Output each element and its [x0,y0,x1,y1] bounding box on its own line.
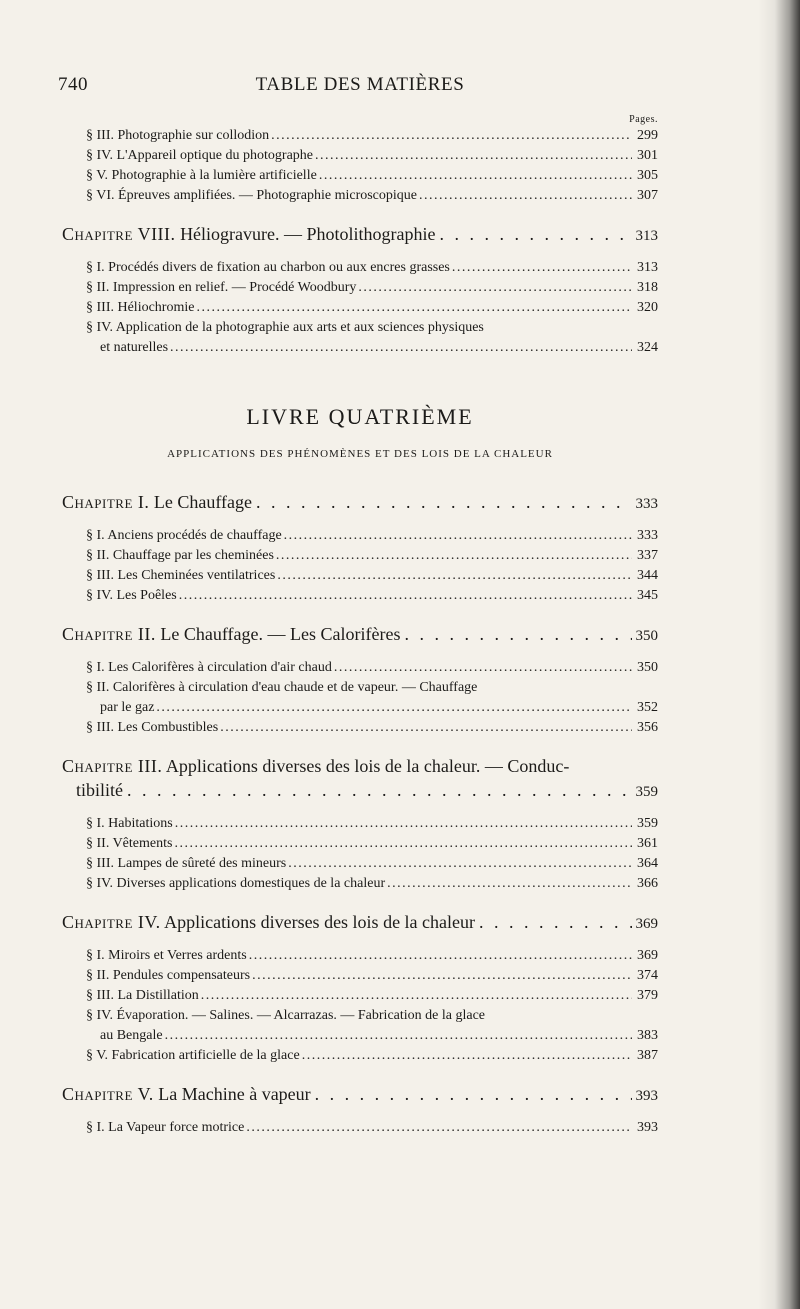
page-number: 740 [58,74,88,95]
toc-entry: § II. Pendules compensateurs . . . 374 [62,966,658,986]
toc-entry: § I. Habitations . . . 359 [62,814,658,834]
running-head [58,74,658,104]
chapter-heading: Chapitre VIII. Héliogravure. — Photolithographie . . . 313 [62,222,658,248]
toc-entry: § III. Héliochromie . . . 320 [62,298,658,318]
toc-entry-continuation: et naturelles . . . 324 [62,338,658,358]
toc-entry: § III. Les Combustibles . . . 356 [62,718,658,738]
toc-entry: § III. La Distillation . . . 379 [62,986,658,1006]
toc-entry: § V. Photographie à la lumière artificielle . . . 305 [62,166,658,186]
chapter-heading-continuation: tibilité . . . 359 [62,778,658,804]
toc-page [58,74,658,1138]
toc-entry: § V. Fabrication artificielle de la glace . . . 387 [62,1046,658,1066]
toc-entry: § I. Miroirs et Verres ardents . . . 369 [62,946,658,966]
toc-entry: § III. Lampes de sûreté des mineurs . . . 364 [62,854,658,874]
toc-entry: § IV. Les Poêles . . . 345 [62,586,658,606]
toc-entry: § II. Calorifères à circulation d'eau chaude et de vapeur. — Chauffage [86,680,478,695]
chapter-heading: Chapitre V. La Machine à vapeur . . . 393 [62,1082,658,1108]
toc-entry: § III. Photographie sur collodion . . . 299 [62,126,658,146]
toc-entry-continuation: au Bengale . . . 383 [62,1026,658,1046]
toc-entry: § I. Les Calorifères à circulation d'air chaud . . . 350 [62,658,658,678]
book-title: LIVRE QUATRIÈME [246,404,474,429]
chapter-heading: Chapitre III. Applications diverses des lois de la chaleur. — Conduc- [62,756,570,776]
toc-entry-continuation: par le gaz . . . 352 [62,698,658,718]
book-subtitle: APPLICATIONS DES PHÉNOMÈNES ET DES LOIS DE LA CHALEUR [167,448,553,460]
toc-entry: § IV. Évaporation. — Salines. — Alcarrazas. — Fabrication de la glace [86,1008,486,1023]
toc-entry: § IV. Application de la photographie aux arts et aux sciences physiques [86,320,484,335]
chapter-heading: Chapitre II. Le Chauffage. — Les Calorifères . . . 350 [62,622,658,648]
toc-entry: § II. Chauffage par les cheminées . . . 337 [62,546,658,566]
toc-entry: § II. Vêtements . . . 361 [62,834,658,854]
toc-entry: § I. La Vapeur force motrice . . . 393 [62,1118,658,1138]
toc-entry: § III. Les Cheminées ventilatrices . . . 344 [62,566,658,586]
chapter-heading: Chapitre IV. Applications diverses des lois de la chaleur . . . 369 [62,910,658,936]
chapter-heading: Chapitre I. Le Chauffage . . . 333 [62,490,658,516]
book-spine-shadow [758,0,800,1309]
toc-entry: § VI. Épreuves amplifiées. — Photographie microscopique . . . 307 [62,186,658,206]
toc-entry: § I. Anciens procédés de chauffage . . . 333 [62,526,658,546]
toc-entry: § IV. L'Appareil optique du photographe . . . 301 [62,146,658,166]
toc-entry: § I. Procédés divers de fixation au charbon ou aux encres grasses . . . 313 [62,258,658,278]
toc-entry: § II. Impression en relief. — Procédé Woodbury . . . 318 [62,278,658,298]
running-title: TABLE DES MATIÈRES [255,74,465,95]
pages-column-label: Pages. [629,114,658,125]
toc-entry: § IV. Diverses applications domestiques de la chaleur . . . 366 [62,874,658,894]
